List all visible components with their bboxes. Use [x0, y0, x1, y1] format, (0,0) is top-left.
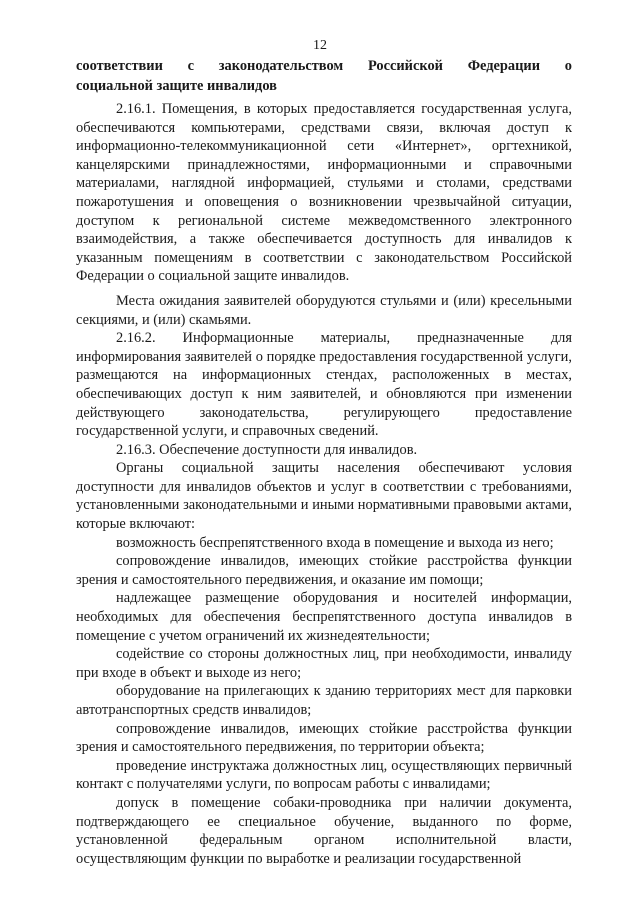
list-item: сопровождение инвалидов, имеющих стойкие расстройства функции зрения и самостоятельного передвижения, по территории объекта;	[76, 720, 572, 756]
list-item: допуск в помещение собаки-проводника при наличии документа, подтверждающего ее специальное обучение, выданного по форме, установленной федеральным органом исполнительной власти, осуществляющим функции по выработке и реализации государственной	[76, 794, 572, 867]
paragraph-2-16-2: 2.16.2. Информационные материалы, предназначенные для информирования заявителей о порядке предоставления государственной услуги, размещаются на информационных стендах, расположенных в местах, обеспечивающих доступ к ним заявителей, и обновляются при изменении действующего законодательства, регулирующего предоставление государственной услуги, и справочных сведений.	[76, 330, 572, 440]
list-item: надлежащее размещение оборудования и носителей информации, необходимых для обеспечения беспрепятственного доступа инвалидов в помещение с учетом ограничений их жизнедеятельности;	[76, 590, 572, 644]
list-item: оборудование на прилегающих к зданию территориях мест для парковки автотранспортных средств инвалидов;	[76, 683, 572, 718]
list-item: сопровождение инвалидов, имеющих стойкие расстройства функции зрения и самостоятельного передвижения, и оказание им помощи;	[76, 553, 572, 588]
heading-word: Федерации	[467, 58, 540, 74]
page-number: 12	[313, 38, 327, 53]
list-item: проведение инструктажа должностных лиц, осуществляющих первичный контакт с получателями услуги, по вопросам работы с инвалидами;	[76, 757, 572, 793]
paragraph-2-16-3: 2.16.3. Обеспечение доступности для инвалидов.	[116, 441, 418, 458]
document-body	[76, 100, 572, 868]
heading-word: о	[564, 58, 572, 74]
heading-word: с	[187, 58, 195, 74]
section-heading	[76, 56, 572, 96]
heading-line-1	[76, 56, 572, 76]
heading-line-2: социальной защите инвалидов	[76, 78, 277, 94]
paragraph-2-16-1: 2.16.1. Помещения, в которых предоставляется государственная услуга, обеспечиваются компьютерами, средствами связи, включая доступ к информационно-телекоммуникационной сети «Интернет», оргтехникой, канцелярскими принадлежностями, информационными и справочными материалами, наглядной информацией, стульями и столами, средствами пожаротушения и оповещения о возникновении чрезвычайной ситуации, доступом к региональной системе межведомственного электронного взаимодействия, а также обеспечивается доступность для инвалидов к указанным помещениям в соответствии с законодательством Российской Федерации о социальной защите инвалидов.	[76, 101, 572, 285]
heading-word: Российской	[367, 58, 443, 74]
list-item: содействие со стороны должностных лиц, при необходимости, инвалиду при входе в объект и выходе из него;	[76, 646, 572, 681]
heading-word: законодательством	[218, 58, 344, 74]
heading-word: соответствии	[76, 58, 163, 74]
paragraph-conditions: Органы социальной защиты населения обеспечивают условия доступности для инвалидов объектов и услуг в соответствии с требованиями, установленными законодательными и иными нормативными правовыми актами, которые включают:	[76, 460, 572, 533]
paragraph-waiting-places: Места ожидания заявителей оборудуются стульями и (или) кресельными секциями, и (или) скамьями.	[76, 292, 572, 328]
list-item: возможность беспрепятственного входа в помещение и выхода из него;	[116, 534, 554, 551]
